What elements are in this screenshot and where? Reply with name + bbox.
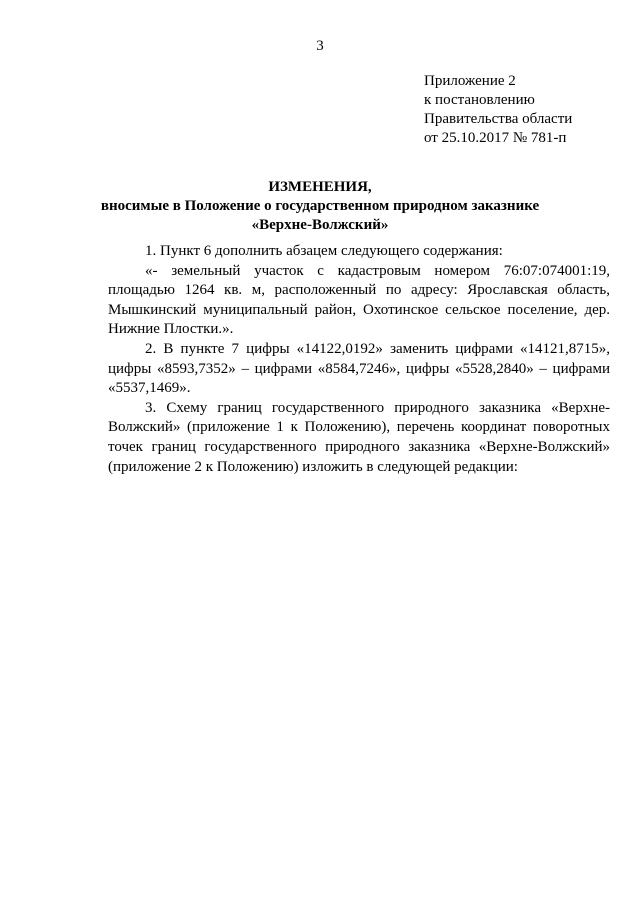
document-title xyxy=(0,178,640,235)
paragraph-3: 2. В пункте 7 цифры «14122,0192» заменить цифрами «14121,8715», цифры «8593,7352» – цифрами «8584,7246», цифры «5528,2840» – цифрами «5537,1469». xyxy=(108,340,610,397)
title-line-1: ИЗМЕНЕНИЯ, xyxy=(268,179,372,195)
appendix-line-3: Правительства области xyxy=(424,111,573,127)
paragraph-4: 3. Схему границ государственного природного заказника «Верхне-Волжский» (приложение 1 к Положению), перечень координат поворотных точек границ государственного природного заказника «Верхне-Волжский» (приложение 2 к Положению) изложить в следующей редакции: xyxy=(108,399,610,475)
document-body xyxy=(108,242,610,477)
appendix-line-1: Приложение 2 xyxy=(424,73,516,89)
appendix-reference xyxy=(424,72,572,148)
title-line-2: вносимые в Положение о государственном природном заказнике xyxy=(100,198,540,214)
paragraph-2: «- земельный участок с кадастровым номером 76:07:074001:19, площадью 1264 кв. м, расположенный по адресу: Ярославская область, Мышкинский муниципальный район, Охотинское сельское поселение, дер. Нижние Плостки.». xyxy=(108,262,610,338)
title-line-3: «Верхне-Волжский» xyxy=(251,217,389,233)
appendix-line-2: к постановлению xyxy=(424,92,535,108)
page-number: 3 xyxy=(316,38,324,54)
appendix-line-4: от 25.10.2017 № 781-п xyxy=(424,130,567,146)
paragraph-1: 1. Пункт 6 дополнить абзацем следующего содержания: xyxy=(145,243,503,259)
